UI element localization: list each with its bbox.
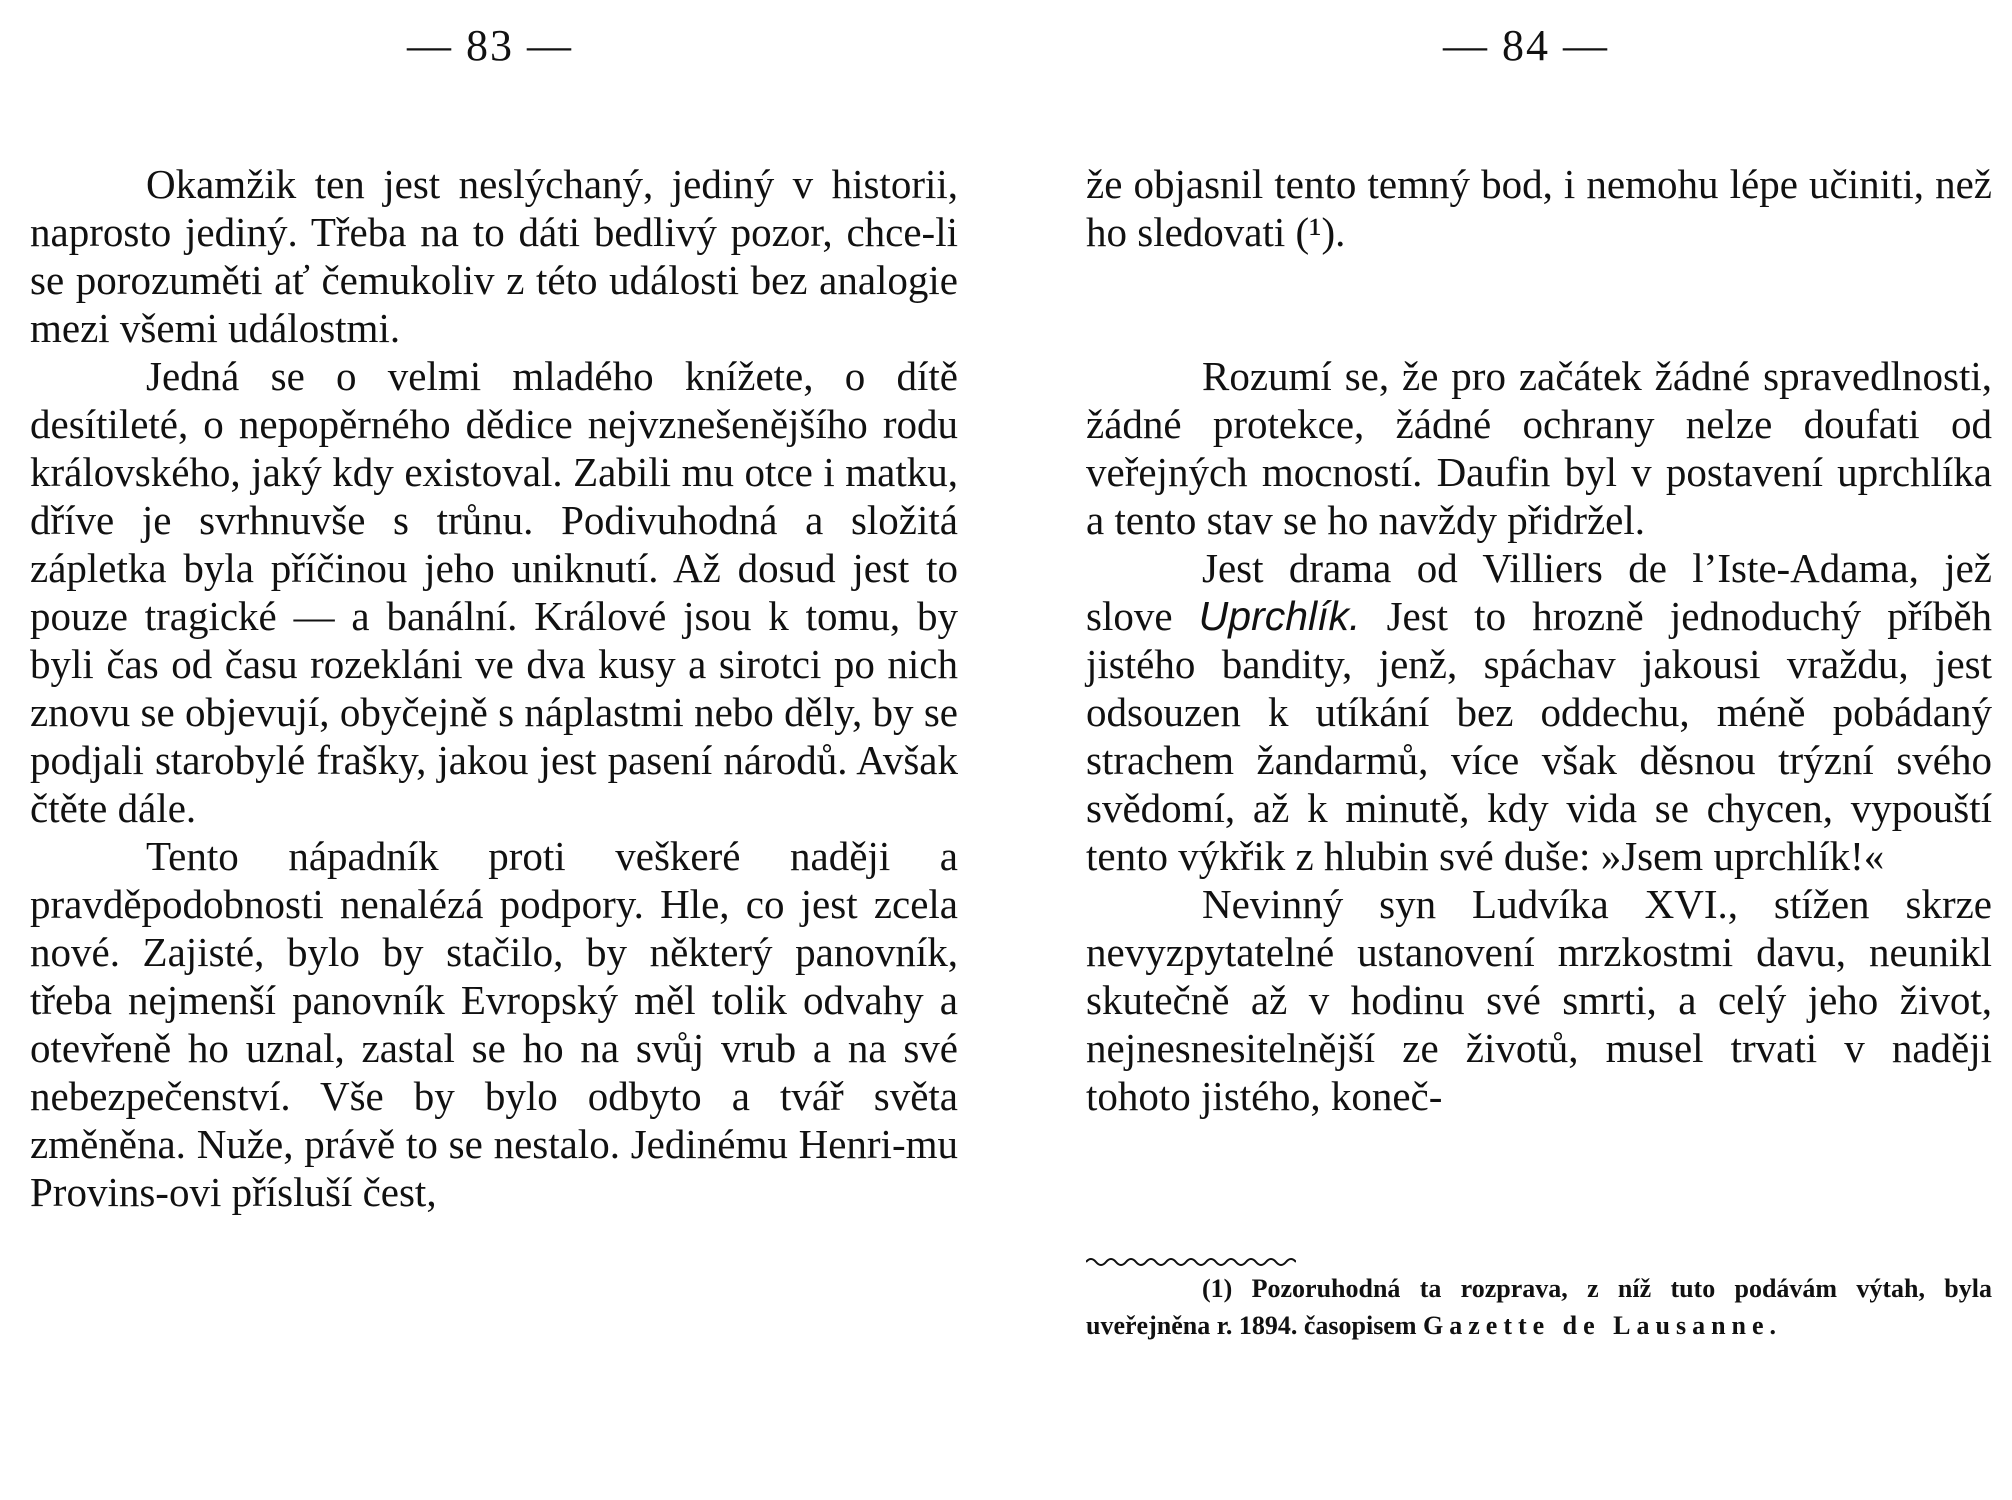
drama-title: Uprchlík. — [1198, 593, 1361, 639]
right-page-text — [1086, 352, 1992, 1120]
paragraph: Tento nápadník proti veškeré naději a pravděpodobnosti nenalézá podpory. Hle, co jest zcela nové. Zajisté, bylo by stačilo, by některý panovník, třeba nejmenší panovník Evropský měl tolik odvahy a otevřeně ho uznal, zastal se ho na svůj vrub a na své nebezpečenství. Vše by bylo odbyto a tvář světa změněna. Nuže, právě to se nestalo. Jedinému Henri-mu Provins-ovi přísluší čest, — [30, 833, 958, 1215]
paragraph — [1086, 544, 1992, 880]
paragraph: Nevinný syn Ludvíka XVI., stížen skrze nevyzpytatelné ustanovení mrzkostmi davu, neunikl skutečně až v hodinu své smrti, a celý jeho život, nejnesnesitelnější ze životů, musel trvati v naději tohoto jistého, koneč- — [1086, 881, 1992, 1119]
footnote-separator — [1086, 1256, 1296, 1268]
paragraph-text: Jest to hrozně jednoduchý příběh jistého bandity, jenž, spáchav jakousi vraždu, jest odsouzen k utíkání bez oddechu, méně pobádaný strachem žandarmů, více však děsnou trýzní svého svědomí, až k minutě, kdy vida se chycen, vypouští tento výkřik z hlubin své duše: »Jsem uprchlík!« — [1086, 593, 1993, 879]
paragraph: že objasnil tento temný bod, i nemohu lépe učiniti, než ho sledovati (¹). — [1086, 161, 1992, 255]
paragraph: Jedná se o velmi mladého knížete, o dítě desítileté, o nepopěrného dědice nejvznešenějšího rodu královského, jaký kdy existoval. Zabili mu otce i matku, dříve je svrhnuvše s trůnu. Podivuhodná a složitá zápletka byla příčinou jeho uniknutí. Až dosud jest to pouze tragické — a banální. Králové jsou k tomu, by byli čas od času rozekláni ve dva kusy a sirotci po nich znovu se objevují, obyčejně s náplastmi nebo děly, by se podjali starobylé frašky, jakou jest pasení národů. Avšak čtěte dále. — [30, 353, 958, 831]
footnote-text: (1) Pozoruhodná ta rozprava, z níž tuto podávám výtah, byla uveřejněna r. 1894. časopisem — [1086, 1274, 1992, 1340]
paragraph: Okamžik ten jest neslýchaný, jediný v historii, naprosto jediný. Třeba na to dáti bedlivý pozor, chce-li se porozuměti ať čemukoliv z této události bez analogie mezi všemi událostmi. — [30, 161, 958, 351]
paragraph-text: Jest drama od Villiers de l’Iste-Adama, jež slove — [1086, 545, 1992, 639]
left-page-text — [30, 160, 958, 1216]
paragraph: Rozumí se, že pro začátek žádné spravedlnosti, žádné protekce, žádné ochrany nelze doufati od veřejných mocností. Daufin byl v postavení uprchlíka a tento stav se ho navždy přidržel. — [1086, 353, 1992, 543]
right-page — [1006, 0, 2012, 1500]
footnote-source: Gazette de Lausanne. — [1423, 1311, 1783, 1340]
continuation-text — [1086, 160, 1992, 256]
page-number-84: — 84 — — [1443, 21, 1609, 70]
footnote — [1086, 1270, 1992, 1344]
page-number-83: — 83 — — [407, 21, 573, 70]
